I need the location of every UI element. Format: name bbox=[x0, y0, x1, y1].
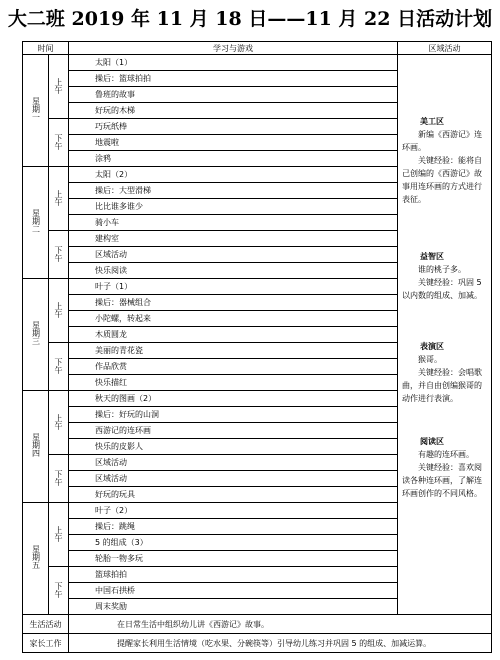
activity-cell: 地震啦 bbox=[69, 135, 398, 151]
area-name: 美工区 bbox=[420, 117, 444, 126]
activity-cell: 秋天的图画（2） bbox=[69, 391, 398, 407]
activity-cell: 区域活动 bbox=[69, 471, 398, 487]
activity-cell: 美丽的青花瓷 bbox=[69, 343, 398, 359]
activity-cell: 巧玩纸棒 bbox=[69, 119, 398, 135]
footer-row bbox=[23, 615, 492, 634]
area-section bbox=[402, 250, 488, 302]
activity-cell: 叶子（2） bbox=[69, 503, 398, 519]
day-label: 星期五 bbox=[31, 544, 41, 569]
day-cell bbox=[23, 167, 49, 279]
am-cell bbox=[49, 279, 69, 343]
activity-cell: 操后：跳绳 bbox=[69, 519, 398, 535]
area-text: 关键经验：能将自己创编的《西游记》故事用连环画的方式进行表征。 bbox=[402, 156, 482, 204]
header-learning: 学习与游戏 bbox=[69, 42, 398, 55]
pm-cell bbox=[49, 567, 69, 615]
activity-cell: 小陀螺，转起来 bbox=[69, 311, 398, 327]
activity-cell: 轮胎一物多玩 bbox=[69, 551, 398, 567]
pm-label: 下午 bbox=[54, 357, 63, 374]
day-label: 星期三 bbox=[31, 320, 41, 345]
am-label: 上午 bbox=[54, 189, 63, 206]
area-text: 谁的桃子多。 bbox=[418, 265, 466, 274]
area-section bbox=[402, 115, 488, 206]
day-cell bbox=[23, 55, 49, 167]
header-time: 时间 bbox=[23, 42, 69, 55]
activity-cell: 操后：器械组合 bbox=[69, 295, 398, 311]
activity-cell: 骑小车 bbox=[69, 215, 398, 231]
activity-cell: 操后：好玩的山洞 bbox=[69, 407, 398, 423]
footer-row bbox=[23, 634, 492, 653]
activity-cell: 区域活动 bbox=[69, 247, 398, 263]
area-text: 有趣的连环画。 bbox=[418, 450, 474, 459]
pm-cell bbox=[49, 455, 69, 503]
am-label: 上午 bbox=[54, 77, 63, 94]
am-label: 上午 bbox=[54, 301, 63, 318]
activity-cell: 篮球拍拍 bbox=[69, 567, 398, 583]
activity-cell: 快乐阅读 bbox=[69, 263, 398, 279]
activity-cell: 中国石拱桥 bbox=[69, 583, 398, 599]
am-cell bbox=[49, 167, 69, 231]
activity-cell: 建构室 bbox=[69, 231, 398, 247]
activity-cell: 太阳（1） bbox=[69, 55, 398, 71]
table-header-row bbox=[23, 42, 492, 55]
activity-cell: 好玩的木梯 bbox=[69, 103, 398, 119]
area-text: 关键经验：会唱歌曲，并自由创编猴哥的动作进行表演。 bbox=[402, 368, 482, 403]
activity-cell: 操后：篮球拍拍 bbox=[69, 71, 398, 87]
activity-cell: 太阳（2） bbox=[69, 167, 398, 183]
am-cell bbox=[49, 503, 69, 567]
am-cell bbox=[49, 391, 69, 455]
day-cell bbox=[23, 279, 49, 391]
table-row bbox=[23, 55, 492, 71]
am-cell bbox=[49, 55, 69, 119]
am-label: 上午 bbox=[54, 525, 63, 542]
activity-cell: 区域活动 bbox=[69, 455, 398, 471]
activity-cell: 好玩的玩具 bbox=[69, 487, 398, 503]
activity-cell: 鲁班的故事 bbox=[69, 87, 398, 103]
activity-cell: 木质圆龙 bbox=[69, 327, 398, 343]
day-cell bbox=[23, 503, 49, 615]
area-section bbox=[402, 340, 488, 405]
area-name: 阅读区 bbox=[420, 437, 444, 446]
activity-cell: 快乐描红 bbox=[69, 375, 398, 391]
page-title: 大二班 2019 年 11 月 18 日——11 月 22 日活动计划 bbox=[7, 8, 493, 30]
schedule-table bbox=[22, 41, 492, 653]
am-label: 上午 bbox=[54, 413, 63, 430]
pm-label: 下午 bbox=[54, 469, 63, 486]
footer-text: 在日常生活中组织幼儿讲《西游记》故事。 bbox=[69, 615, 492, 634]
day-label: 星期二 bbox=[31, 208, 41, 233]
activity-cell: 快乐的皮影人 bbox=[69, 439, 398, 455]
area-text: 猴哥。 bbox=[418, 355, 442, 364]
area-text: 新编《西游记》连环画。 bbox=[402, 130, 482, 152]
area-name: 表演区 bbox=[420, 342, 444, 351]
activity-cell: 叶子（1） bbox=[69, 279, 398, 295]
activity-cell: 西游记的连环画 bbox=[69, 423, 398, 439]
footer-label: 家长工作 bbox=[23, 634, 69, 653]
area-activities-cell bbox=[398, 55, 492, 615]
day-label: 星期一 bbox=[31, 96, 41, 121]
area-text: 关键经验：巩固 5 以内数的组成、加减。 bbox=[402, 278, 482, 300]
header-area: 区域活动 bbox=[398, 42, 492, 55]
day-label: 星期四 bbox=[31, 432, 41, 457]
activity-cell: 5 的组成（3） bbox=[69, 535, 398, 551]
day-cell bbox=[23, 391, 49, 503]
pm-cell bbox=[49, 343, 69, 391]
pm-label: 下午 bbox=[54, 245, 63, 262]
activity-cell: 周末奖励 bbox=[69, 599, 398, 615]
footer-label: 生活活动 bbox=[23, 615, 69, 634]
pm-cell bbox=[49, 119, 69, 167]
pm-label: 下午 bbox=[54, 581, 63, 598]
pm-cell bbox=[49, 231, 69, 279]
area-text: 关键经验：喜欢阅读各种连环画，了解连环画创作的不同风格。 bbox=[402, 463, 482, 498]
activity-cell: 操后：大型滑梯 bbox=[69, 183, 398, 199]
footer-text: 提醒家长利用生活情境（吃水果、分碗筷等）引导幼儿练习并巩固 5 的组成、加减运算。 bbox=[69, 634, 492, 653]
activity-cell: 涂鸦 bbox=[69, 151, 398, 167]
area-name: 益智区 bbox=[420, 252, 444, 261]
activity-cell: 作品欣赏 bbox=[69, 359, 398, 375]
activity-cell: 比比谁多谁少 bbox=[69, 199, 398, 215]
pm-label: 下午 bbox=[54, 133, 63, 150]
area-section bbox=[402, 435, 488, 500]
